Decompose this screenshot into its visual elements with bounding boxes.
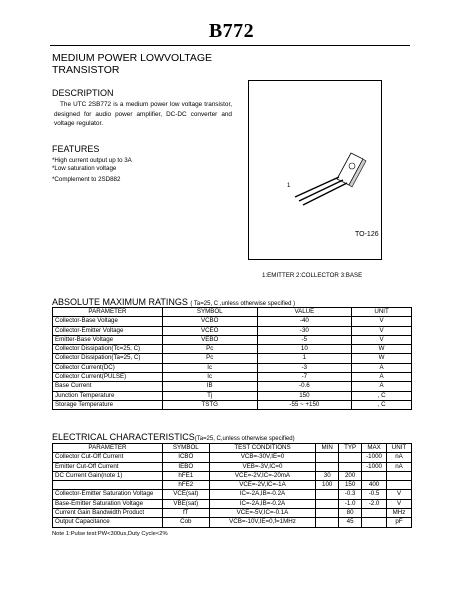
- cell: Emitter-Base Voltage: [53, 335, 163, 344]
- cell: Emitter Cut-Off Current: [53, 462, 163, 471]
- part-number: B772: [208, 20, 255, 42]
- feature-item: *High current output up to 3A: [52, 157, 132, 164]
- cell: -1.0: [339, 499, 362, 508]
- cell: DC Current Gain(note 1): [53, 471, 163, 480]
- cell: VCE(sat): [162, 490, 209, 499]
- header-rule: [50, 45, 410, 46]
- cell: -0.3: [339, 490, 362, 499]
- cell: VCB=-30V,IE=0: [209, 453, 316, 462]
- cell: IEBO: [162, 462, 209, 471]
- cell: -0.5: [362, 490, 387, 499]
- table-row: [53, 400, 412, 409]
- cell: 400: [362, 481, 387, 490]
- column-header: UNIT: [352, 308, 412, 317]
- cell: VCB=-10V,IE=0,f=1MHz: [209, 518, 316, 527]
- description-text: The UTC 2SB772 is a medium power low voltage transistor, designed for audio power amplifier, DC-DC converter and voltage regulator.: [54, 101, 232, 127]
- cell: [362, 471, 387, 480]
- cell: [387, 481, 412, 490]
- cell: VBE(sat): [162, 499, 209, 508]
- cell: 150: [257, 391, 352, 400]
- cell: A: [352, 382, 412, 391]
- abs-max-title: ABSOLUTE MAXIMUM RATINGS: [52, 297, 188, 307]
- column-header: TEST CONDITIONS: [209, 444, 316, 453]
- cell: [316, 518, 339, 527]
- cell: Ic: [162, 373, 257, 382]
- table-row: [53, 481, 412, 490]
- cell: 200: [339, 471, 362, 480]
- column-header: MIN: [316, 444, 339, 453]
- cell: nA: [387, 462, 412, 471]
- table-row: [53, 373, 412, 382]
- cell: VEBO: [162, 335, 257, 344]
- cell: 80: [339, 509, 362, 518]
- cell: IB: [162, 382, 257, 391]
- cell: W: [352, 345, 412, 354]
- cell: V: [352, 317, 412, 326]
- cell: [316, 453, 339, 462]
- abs-max-conditions: ( Ta=25, C ,unless otherwise specified ): [190, 301, 296, 307]
- description-heading: DESCRIPTION: [52, 88, 114, 98]
- table-row: [53, 471, 412, 480]
- cell: IC=-2A,IB=-0.2A: [209, 499, 316, 508]
- cell: Collector Cut-Off Current: [53, 453, 163, 462]
- cell: V: [387, 490, 412, 499]
- features-heading: FEATURES: [52, 144, 100, 154]
- title-line-1: MEDIUM POWER LOWVOLTAGE: [52, 52, 213, 64]
- elec-heading: [52, 432, 295, 442]
- doc-title: [52, 52, 252, 76]
- cell: Collector Dissipation(Tc=25, C): [53, 345, 163, 354]
- feature-item: *Complement to 2SD882: [52, 176, 121, 183]
- package-name: TO-126: [355, 231, 379, 238]
- cell: TSTG: [162, 400, 257, 409]
- cell: V: [387, 499, 412, 508]
- cell: [53, 481, 163, 490]
- cell: Collector Current(PULSE): [53, 373, 163, 382]
- table-header-row: [53, 308, 412, 317]
- cell: ICBO: [162, 453, 209, 462]
- elec-title: ELECTRICAL CHARACTERISTICS: [52, 432, 195, 442]
- cell: -0.6: [257, 382, 352, 391]
- column-header: MAX: [362, 444, 387, 453]
- table-row: [53, 509, 412, 518]
- table-row: [53, 462, 412, 471]
- cell: Collector-Emitter Saturation Voltage: [53, 490, 163, 499]
- cell: 150: [339, 481, 362, 490]
- table-row: [53, 335, 412, 344]
- cell: 45: [339, 518, 362, 527]
- cell: 30: [316, 471, 339, 480]
- cell: VCE=-5V,IC=-0.1A: [209, 509, 316, 518]
- cell: Junction Temperature: [53, 391, 163, 400]
- cell: pF: [387, 518, 412, 527]
- column-header: UNIT: [387, 444, 412, 453]
- title-line-2: TRANSISTOR: [52, 64, 120, 76]
- pin-caption: 1:EMITTER 2:COLLECTOR 3:BASE: [262, 272, 363, 279]
- cell: 10: [257, 345, 352, 354]
- cell: -5: [257, 335, 352, 344]
- cell: Collector-Emitter Voltage: [53, 326, 163, 335]
- cell: VCE=-2V,IC=-20mA: [209, 471, 316, 480]
- cell: 1: [257, 354, 352, 363]
- table-row: [53, 345, 412, 354]
- cell: Tj: [162, 391, 257, 400]
- cell: [362, 518, 387, 527]
- cell: hFE2: [162, 481, 209, 490]
- abs-max-table: [52, 307, 412, 410]
- cell: -1000: [362, 462, 387, 471]
- table-row: [53, 363, 412, 372]
- cell: -55 ~ +150: [257, 400, 352, 409]
- cell: hFE1: [162, 471, 209, 480]
- table-row: [53, 490, 412, 499]
- cell: Pc: [162, 354, 257, 363]
- cell: A: [352, 363, 412, 372]
- cell: Collector Current(DC): [53, 363, 163, 372]
- cell: V: [352, 335, 412, 344]
- table-header-row: [53, 444, 412, 453]
- cell: MHz: [387, 509, 412, 518]
- cell: V: [352, 326, 412, 335]
- column-header: VALUE: [257, 308, 352, 317]
- column-header: PARAMETER: [53, 308, 163, 317]
- cell: W: [352, 354, 412, 363]
- cell: VCBO: [162, 317, 257, 326]
- table-row: [53, 326, 412, 335]
- cell: [362, 509, 387, 518]
- feature-item: *Low saturation voltage: [52, 165, 117, 172]
- cell: , C: [352, 400, 412, 409]
- cell: fT: [162, 509, 209, 518]
- cell: [316, 499, 339, 508]
- cell: Cob: [162, 518, 209, 527]
- cell: [387, 471, 412, 480]
- table-row: [53, 391, 412, 400]
- cell: -1000: [362, 453, 387, 462]
- column-header: TYP: [339, 444, 362, 453]
- cell: Ic: [162, 363, 257, 372]
- cell: [316, 462, 339, 471]
- cell: -30: [257, 326, 352, 335]
- cell: VCEO: [162, 326, 257, 335]
- cell: -7: [257, 373, 352, 382]
- table-row: [53, 499, 412, 508]
- cell: Storage Temperature: [53, 400, 163, 409]
- cell: Base Current: [53, 382, 163, 391]
- abs-max-heading: [52, 297, 295, 307]
- table-row: [53, 453, 412, 462]
- cell: Collector-Base Voltage: [53, 317, 163, 326]
- cell: -2.0: [362, 499, 387, 508]
- cell: Collector Dissipation(Ta=25, C): [53, 354, 163, 363]
- cell: [339, 462, 362, 471]
- cell: , C: [352, 391, 412, 400]
- table-row: [53, 382, 412, 391]
- elec-table: [52, 443, 412, 528]
- cell: VCE=-2V,IC=-1A: [209, 481, 316, 490]
- cell: [316, 490, 339, 499]
- cell: [316, 509, 339, 518]
- table-row: [53, 518, 412, 527]
- table-row: [53, 317, 412, 326]
- column-header: SYMBOL: [162, 308, 257, 317]
- elec-conditions: (Ta=25, C,unless otherwise specified): [194, 436, 295, 442]
- cell: IC=-2A,IB=-0.2A: [209, 490, 316, 499]
- cell: -3: [257, 363, 352, 372]
- cell: Pc: [162, 345, 257, 354]
- cell: VEB=-3V,IC=0: [209, 462, 316, 471]
- cell: 100: [316, 481, 339, 490]
- cell: nA: [387, 453, 412, 462]
- column-header: SYMBOL: [162, 444, 209, 453]
- column-header: PARAMETER: [53, 444, 163, 453]
- cell: Current Gain Bandwidth Product: [53, 509, 163, 518]
- pin-1-label: 1: [287, 183, 291, 189]
- cell: Base-Emitter Saturation Voltage: [53, 499, 163, 508]
- cell: Output Capacitance: [53, 518, 163, 527]
- cell: -40: [257, 317, 352, 326]
- table-row: [53, 354, 412, 363]
- cell: A: [352, 373, 412, 382]
- cell: [339, 453, 362, 462]
- footnote: Note 1:Pulse test:PW<300us,Duty Cycle<2%: [52, 531, 168, 537]
- package-drawing-box: [248, 80, 382, 260]
